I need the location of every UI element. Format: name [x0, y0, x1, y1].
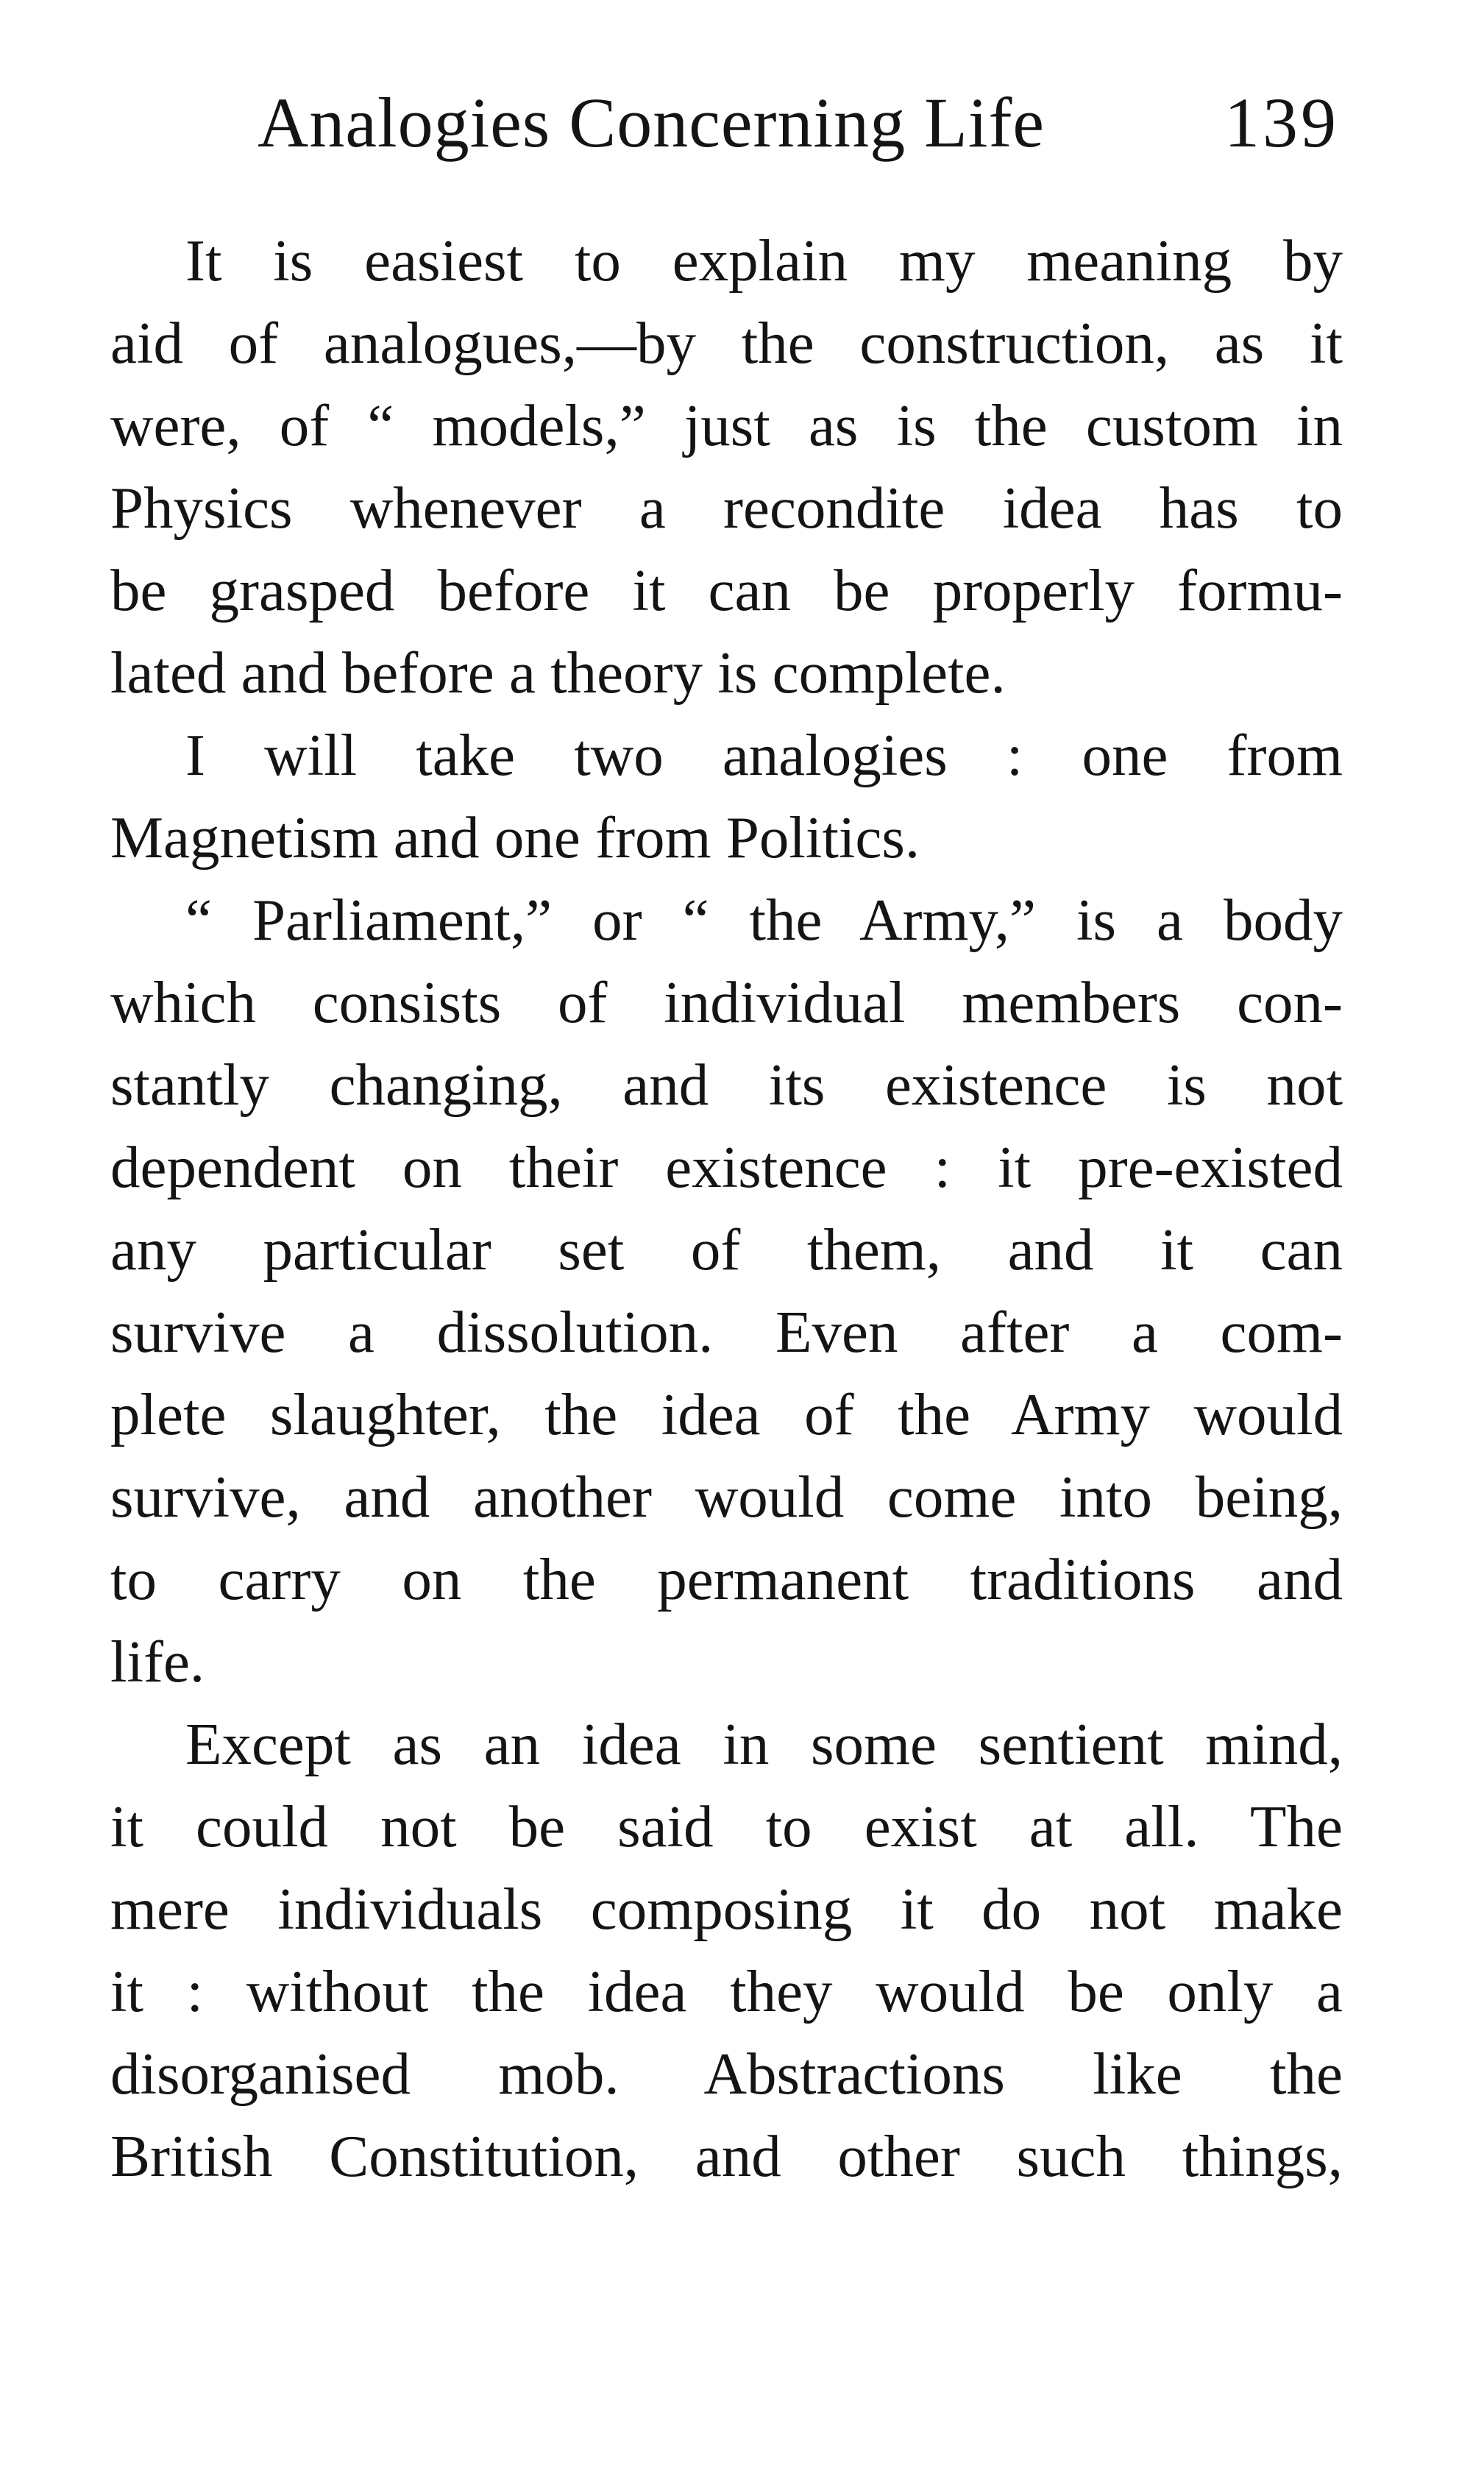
- text-line: it could not be said to exist at all. The: [110, 1793, 1343, 1860]
- paragraph-2: [110, 714, 1343, 879]
- text-line: Except as an idea in some sentient mind,: [185, 1711, 1343, 1777]
- text-line: disorganised mob. Abstractions like the: [110, 2041, 1343, 2107]
- page-header: [258, 82, 1339, 163]
- text-line: stantly changing, and its existence is not: [110, 1052, 1343, 1118]
- text-line: it : without the idea they would be only a: [110, 1958, 1343, 2024]
- paragraph-4: [110, 1703, 1343, 2197]
- text-line: lated and before a theory is complete.: [110, 639, 1006, 706]
- text-line: “ Parliament,” or “ the Army,” is a body: [185, 887, 1343, 953]
- text-line: survive a dissolution. Even after a com-: [110, 1299, 1343, 1365]
- text-line: life.: [110, 1628, 205, 1695]
- paragraph-1: [110, 219, 1343, 714]
- text-line: any particular set of them, and it can: [110, 1216, 1343, 1283]
- text-line: plete slaughter, the idea of the Army would: [110, 1381, 1343, 1447]
- running-title: Analogies Concerning Life: [258, 83, 1045, 162]
- page-number: 139: [1224, 83, 1339, 162]
- text-line: Physics whenever a recondite idea has to: [110, 475, 1343, 541]
- text-line: British Constitution, and other such things,: [110, 2123, 1343, 2189]
- text-line: Magnetism and one from Politics.: [110, 804, 920, 871]
- text-line: to carry on the permanent traditions and: [110, 1546, 1343, 1612]
- text-line: I will take two analogies : one from: [185, 722, 1343, 788]
- text-line: It is easiest to explain my meaning by: [185, 227, 1343, 294]
- text-line: which consists of individual members con-: [110, 969, 1343, 1035]
- text-line: were, of “ models,” just as is the custom in: [110, 392, 1343, 458]
- body-text: [110, 219, 1343, 2197]
- text-line: be grasped before it can be properly formu-: [110, 557, 1343, 623]
- text-line: aid of analogues,—by the construction, as it: [110, 310, 1343, 376]
- paragraph-3: [110, 879, 1343, 1703]
- text-line: dependent on their existence : it pre-existed: [110, 1134, 1343, 1200]
- text-line: survive, and another would come into being,: [110, 1464, 1343, 1530]
- text-line: mere individuals composing it do not make: [110, 1876, 1343, 1942]
